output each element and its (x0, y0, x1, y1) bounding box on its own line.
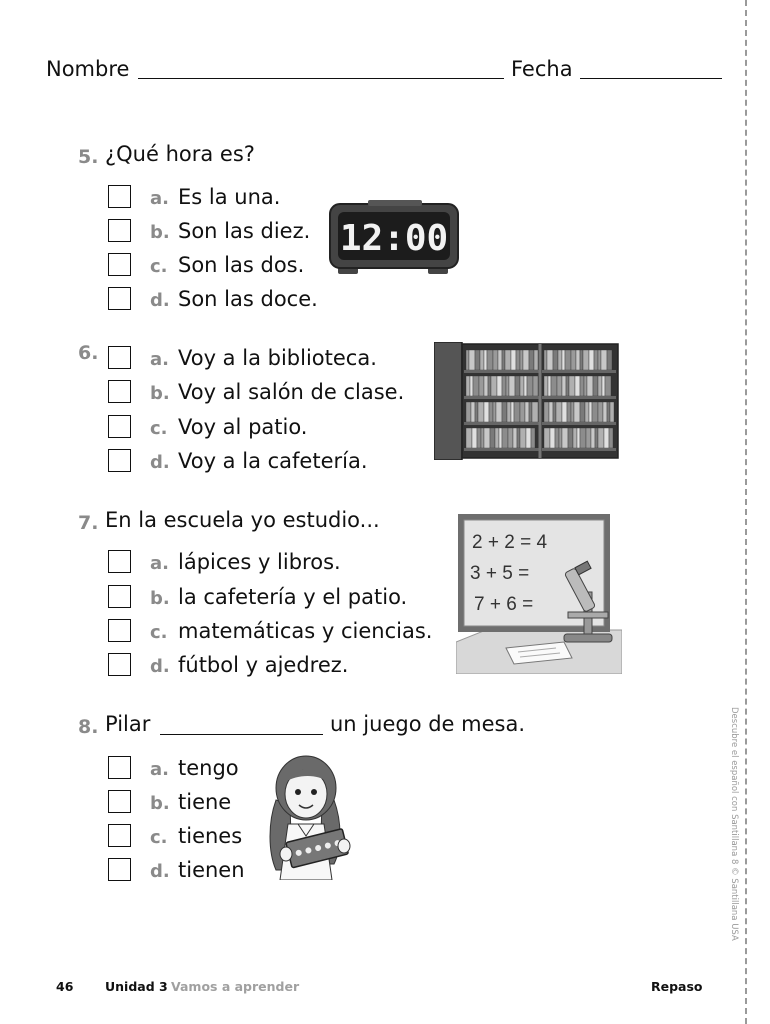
clock-display: 12:00 (339, 218, 449, 259)
board-line-1: 2 + 2 = 4 (472, 532, 548, 553)
board-line-3: 7 + 6 = (474, 594, 534, 615)
option-text: Voy a la biblioteca. (178, 346, 377, 370)
checkbox[interactable] (108, 380, 131, 403)
option-text: la cafetería y el patio. (178, 585, 408, 609)
checkbox[interactable] (108, 185, 131, 208)
unit-label: Unidad 3 (105, 979, 168, 994)
option-letter: d. (150, 452, 170, 473)
digital-clock-illustration (328, 200, 460, 276)
option-letter: d. (150, 290, 170, 311)
option-text: Son las doce. (178, 287, 318, 311)
option-text: Son las dos. (178, 253, 305, 277)
question-8-prompt-before: Pilar (105, 712, 151, 736)
option-letter: b. (150, 588, 170, 609)
option-letter: d. (150, 861, 170, 882)
checkbox[interactable] (108, 287, 131, 310)
date-label: Fecha (511, 57, 573, 81)
side-credit (727, 707, 739, 941)
answer-blank[interactable] (160, 734, 323, 735)
checkbox[interactable] (108, 550, 131, 573)
bookshelf-illustration (434, 342, 620, 460)
section-label: Repaso (651, 979, 703, 994)
checkbox[interactable] (108, 858, 131, 881)
option-letter: a. (150, 349, 169, 370)
name-label: Nombre (46, 57, 130, 81)
girl-with-board-game-illustration (262, 752, 358, 880)
unit-title: Vamos a aprender (171, 979, 300, 994)
name-field[interactable] (138, 78, 504, 79)
cut-line (745, 0, 747, 1024)
option-text: tiene (178, 790, 232, 814)
option-text: tienes (178, 824, 243, 848)
date-field[interactable] (580, 78, 722, 79)
checkbox[interactable] (108, 790, 131, 813)
page-number: 46 (56, 979, 74, 994)
checkbox[interactable] (108, 346, 131, 369)
option-letter: c. (150, 622, 168, 643)
option-letter: c. (150, 256, 168, 277)
chalkboard-microscope-illustration (456, 512, 622, 674)
option-letter: c. (150, 418, 168, 439)
option-letter: b. (150, 793, 170, 814)
option-letter: c. (150, 827, 168, 848)
question-8-prompt-after: un juego de mesa. (330, 712, 525, 736)
option-text: tienen (178, 858, 245, 882)
question-5-prompt: ¿Qué hora es? (105, 142, 255, 166)
checkbox[interactable] (108, 449, 131, 472)
checkbox[interactable] (108, 756, 131, 779)
option-letter: b. (150, 222, 170, 243)
question-8-number: 8. (78, 716, 99, 738)
side-credit-text: Descubre el español con Santillana 8 © Santillana USA (729, 707, 739, 941)
question-6-number: 6. (78, 342, 99, 364)
checkbox[interactable] (108, 219, 131, 242)
option-text: matemáticas y ciencias. (178, 619, 433, 643)
option-text: Voy a la cafetería. (178, 449, 368, 473)
option-letter: a. (150, 759, 169, 780)
option-letter: d. (150, 656, 170, 677)
option-text: Es la una. (178, 185, 281, 209)
board-line-2: 3 + 5 = (470, 563, 530, 584)
option-letter: a. (150, 553, 169, 574)
checkbox[interactable] (108, 824, 131, 847)
checkbox[interactable] (108, 415, 131, 438)
checkbox[interactable] (108, 619, 131, 642)
option-text: fútbol y ajedrez. (178, 653, 349, 677)
checkbox[interactable] (108, 253, 131, 276)
option-text: Voy al salón de clase. (178, 380, 405, 404)
question-7-number: 7. (78, 512, 99, 534)
option-text: tengo (178, 756, 239, 780)
option-text: Son las diez. (178, 219, 311, 243)
option-text: lápices y libros. (178, 550, 341, 574)
checkbox[interactable] (108, 653, 131, 676)
question-7-prompt: En la escuela yo estudio... (105, 508, 380, 532)
checkbox[interactable] (108, 585, 131, 608)
option-text: Voy al patio. (178, 415, 308, 439)
option-letter: a. (150, 188, 169, 209)
option-letter: b. (150, 383, 170, 404)
question-5-number: 5. (78, 146, 99, 168)
